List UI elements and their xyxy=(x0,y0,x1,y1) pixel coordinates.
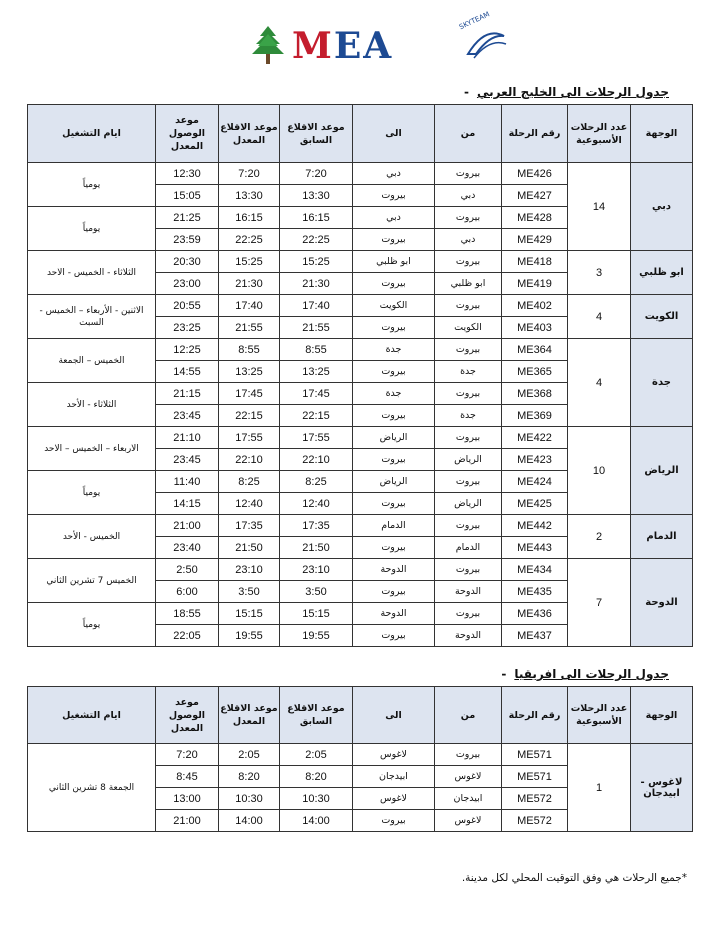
prev-departure-cell: 2:05 xyxy=(280,744,353,766)
to-cell: دبي xyxy=(353,207,435,229)
table-row xyxy=(28,295,693,317)
mea-wordmark: MEA xyxy=(292,25,394,67)
new-departure-cell: 19:55 xyxy=(219,625,280,647)
new-departure-cell: 15:15 xyxy=(219,603,280,625)
header-new-dep: موعد الاقلاع المعدل xyxy=(219,687,280,744)
new-arrival-cell: 23:00 xyxy=(156,273,219,295)
from-cell: بيروت xyxy=(435,744,502,766)
from-cell: لاغوس xyxy=(435,810,502,832)
to-cell: الرياض xyxy=(353,427,435,449)
from-cell: بيروت xyxy=(435,603,502,625)
operating-days-cell: الاربعاء – الخميس – الاحد xyxy=(28,427,156,471)
to-cell: بيروت xyxy=(353,493,435,515)
new-arrival-cell: 2:50 xyxy=(156,559,219,581)
prev-departure-cell: 13:25 xyxy=(280,361,353,383)
weekly-count-cell: 7 xyxy=(568,559,631,647)
skyteam-label: SKYTEAM xyxy=(458,10,491,32)
to-cell: الدمام xyxy=(353,515,435,537)
flight-number-cell: ME369 xyxy=(502,405,568,427)
new-departure-cell: 15:25 xyxy=(219,251,280,273)
new-arrival-cell: 20:30 xyxy=(156,251,219,273)
header-flight-no: رقم الرحلة xyxy=(502,687,568,744)
flight-number-cell: ME572 xyxy=(502,788,568,810)
table-row xyxy=(28,339,693,361)
to-cell: بيروت xyxy=(353,537,435,559)
flight-number-cell: ME365 xyxy=(502,361,568,383)
to-cell: بيروت xyxy=(353,581,435,603)
to-cell: بيروت xyxy=(353,810,435,832)
new-arrival-cell: 14:55 xyxy=(156,361,219,383)
new-departure-cell: 21:50 xyxy=(219,537,280,559)
flight-number-cell: ME402 xyxy=(502,295,568,317)
from-cell: الدوحة xyxy=(435,625,502,647)
from-cell: جدة xyxy=(435,405,502,427)
from-cell: الدمام xyxy=(435,537,502,559)
from-cell: الرياض xyxy=(435,493,502,515)
flight-number-cell: ME428 xyxy=(502,207,568,229)
to-cell: لاغوس xyxy=(353,788,435,810)
operating-days-cell: الثلاثاء - الخميس - الاحد xyxy=(28,251,156,295)
new-departure-cell: 23:10 xyxy=(219,559,280,581)
new-departure-cell: 22:25 xyxy=(219,229,280,251)
operating-days-cell: يومياً xyxy=(28,163,156,207)
to-cell: الرياض xyxy=(353,471,435,493)
from-cell: دبي xyxy=(435,185,502,207)
from-cell: دبي xyxy=(435,229,502,251)
prev-departure-cell: 3:50 xyxy=(280,581,353,603)
prev-departure-cell: 19:55 xyxy=(280,625,353,647)
new-departure-cell: 8:20 xyxy=(219,766,280,788)
prev-departure-cell: 21:30 xyxy=(280,273,353,295)
new-arrival-cell: 12:25 xyxy=(156,339,219,361)
header-new-dep: موعد الاقلاع المعدل xyxy=(219,105,280,163)
to-cell: جدة xyxy=(353,339,435,361)
operating-days-cell: الخميس – الجمعة xyxy=(28,339,156,383)
weekly-count-cell: 10 xyxy=(568,427,631,515)
new-departure-cell: 21:30 xyxy=(219,273,280,295)
prev-departure-cell: 15:15 xyxy=(280,603,353,625)
operating-days-cell: يومياً xyxy=(28,603,156,647)
prev-departure-cell: 22:25 xyxy=(280,229,353,251)
prev-departure-cell: 15:25 xyxy=(280,251,353,273)
flight-number-cell: ME368 xyxy=(502,383,568,405)
header-weekly: عدد الرحلات الأسبوعية xyxy=(568,105,631,163)
new-arrival-cell: 21:00 xyxy=(156,515,219,537)
header-to: الى xyxy=(353,105,435,163)
to-cell: جدة xyxy=(353,383,435,405)
new-arrival-cell: 23:25 xyxy=(156,317,219,339)
new-departure-cell: 8:55 xyxy=(219,339,280,361)
destination-cell: الرياض xyxy=(631,427,693,515)
new-arrival-cell: 11:40 xyxy=(156,471,219,493)
new-arrival-cell: 21:00 xyxy=(156,810,219,832)
new-arrival-cell: 6:00 xyxy=(156,581,219,603)
prev-departure-cell: 8:20 xyxy=(280,766,353,788)
to-cell: بيروت xyxy=(353,361,435,383)
new-departure-cell: 13:30 xyxy=(219,185,280,207)
weekly-count-cell: 3 xyxy=(568,251,631,295)
new-departure-cell: 14:00 xyxy=(219,810,280,832)
new-arrival-cell: 13:00 xyxy=(156,788,219,810)
flight-number-cell: ME364 xyxy=(502,339,568,361)
table-row xyxy=(28,559,693,581)
to-cell: بيروت xyxy=(353,273,435,295)
new-departure-cell: 17:35 xyxy=(219,515,280,537)
flight-number-cell: ME571 xyxy=(502,744,568,766)
footnote: *جميع الرحلات هي وفق التوقيت المحلي لكل مدينة. xyxy=(461,872,687,884)
prev-departure-cell: 17:35 xyxy=(280,515,353,537)
new-departure-cell: 7:20 xyxy=(219,163,280,185)
prev-departure-cell: 14:00 xyxy=(280,810,353,832)
from-cell: جدة xyxy=(435,361,502,383)
from-cell: بيروت xyxy=(435,207,502,229)
weekly-count-cell: 4 xyxy=(568,339,631,427)
header-prev-dep: موعد الاقلاع السابق xyxy=(280,105,353,163)
mea-logo xyxy=(248,10,518,72)
flight-number-cell: ME435 xyxy=(502,581,568,603)
new-arrival-cell: 12:30 xyxy=(156,163,219,185)
prev-departure-cell: 17:40 xyxy=(280,295,353,317)
from-cell: بيروت xyxy=(435,559,502,581)
table-row xyxy=(28,515,693,537)
operating-days-cell: الخميس - الأحد xyxy=(28,515,156,559)
to-cell: دبي xyxy=(353,163,435,185)
gulf-schedule-table xyxy=(27,104,693,647)
new-departure-cell: 2:05 xyxy=(219,744,280,766)
destination-cell: جدة xyxy=(631,339,693,427)
header-prev-dep: موعد الاقلاع السابق xyxy=(280,687,353,744)
destination-cell: الدمام xyxy=(631,515,693,559)
new-arrival-cell: 23:45 xyxy=(156,449,219,471)
to-cell: الدوحة xyxy=(353,559,435,581)
new-arrival-cell: 7:20 xyxy=(156,744,219,766)
operating-days-cell: يومياً xyxy=(28,207,156,251)
new-arrival-cell: 20:55 xyxy=(156,295,219,317)
flight-number-cell: ME418 xyxy=(502,251,568,273)
header-days: ايام التشغيل xyxy=(28,687,156,744)
flight-number-cell: ME427 xyxy=(502,185,568,207)
header-new-arr: موعد الوصول المعدل xyxy=(156,105,219,163)
flight-number-cell: ME423 xyxy=(502,449,568,471)
to-cell: ابيدجان xyxy=(353,766,435,788)
prev-departure-cell: 10:30 xyxy=(280,788,353,810)
flight-number-cell: ME572 xyxy=(502,810,568,832)
flight-number-cell: ME425 xyxy=(502,493,568,515)
prev-departure-cell: 12:40 xyxy=(280,493,353,515)
skyteam-icon xyxy=(460,26,510,66)
prev-departure-cell: 13:30 xyxy=(280,185,353,207)
table-row xyxy=(28,744,693,766)
from-cell: بيروت xyxy=(435,295,502,317)
new-departure-cell: 13:25 xyxy=(219,361,280,383)
from-cell: ابو ظلبي xyxy=(435,273,502,295)
flight-number-cell: ME422 xyxy=(502,427,568,449)
from-cell: ابيدجان xyxy=(435,788,502,810)
to-cell: الدوحة xyxy=(353,603,435,625)
to-cell: بيروت xyxy=(353,317,435,339)
new-departure-cell: 17:55 xyxy=(219,427,280,449)
flight-number-cell: ME419 xyxy=(502,273,568,295)
to-cell: بيروت xyxy=(353,449,435,471)
flight-number-cell: ME426 xyxy=(502,163,568,185)
prev-departure-cell: 8:55 xyxy=(280,339,353,361)
from-cell: الرياض xyxy=(435,449,502,471)
new-departure-cell: 8:25 xyxy=(219,471,280,493)
from-cell: بيروت xyxy=(435,427,502,449)
to-cell: بيروت xyxy=(353,625,435,647)
table-row xyxy=(28,163,693,185)
prev-departure-cell: 17:55 xyxy=(280,427,353,449)
new-arrival-cell: 18:55 xyxy=(156,603,219,625)
weekly-count-cell: 4 xyxy=(568,295,631,339)
prev-departure-cell: 22:10 xyxy=(280,449,353,471)
new-departure-cell: 17:45 xyxy=(219,383,280,405)
prev-departure-cell: 17:45 xyxy=(280,383,353,405)
to-cell: بيروت xyxy=(353,405,435,427)
new-arrival-cell: 23:45 xyxy=(156,405,219,427)
from-cell: الكويت xyxy=(435,317,502,339)
prev-departure-cell: 16:15 xyxy=(280,207,353,229)
operating-days-cell: يومياً xyxy=(28,471,156,515)
flight-number-cell: ME436 xyxy=(502,603,568,625)
to-cell: الكويت xyxy=(353,295,435,317)
from-cell: الدوحة xyxy=(435,581,502,603)
new-departure-cell: 16:15 xyxy=(219,207,280,229)
operating-days-cell: الجمعة 8 تشرين الثاني xyxy=(28,744,156,832)
header-from: من xyxy=(435,105,502,163)
destination-cell: لاغوس - ابيدجان xyxy=(631,744,693,832)
header-from: من xyxy=(435,687,502,744)
flight-number-cell: ME443 xyxy=(502,537,568,559)
header-destination: الوجهة xyxy=(631,687,693,744)
from-cell: بيروت xyxy=(435,383,502,405)
destination-cell: ابو ظلبي xyxy=(631,251,693,295)
operating-days-cell: الاثنين - الأربعاء – الخميس - السبت xyxy=(28,295,156,339)
header-to: الى xyxy=(353,687,435,744)
from-cell: بيروت xyxy=(435,251,502,273)
new-arrival-cell: 22:05 xyxy=(156,625,219,647)
new-arrival-cell: 23:40 xyxy=(156,537,219,559)
from-cell: بيروت xyxy=(435,515,502,537)
new-arrival-cell: 21:15 xyxy=(156,383,219,405)
new-departure-cell: 3:50 xyxy=(219,581,280,603)
flight-number-cell: ME434 xyxy=(502,559,568,581)
from-cell: بيروت xyxy=(435,339,502,361)
header-flight-no: رقم الرحلة xyxy=(502,105,568,163)
new-arrival-cell: 8:45 xyxy=(156,766,219,788)
new-departure-cell: 10:30 xyxy=(219,788,280,810)
destination-cell: دبي xyxy=(631,163,693,251)
weekly-count-cell: 14 xyxy=(568,163,631,251)
from-cell: بيروت xyxy=(435,163,502,185)
prev-departure-cell: 21:55 xyxy=(280,317,353,339)
new-departure-cell: 21:55 xyxy=(219,317,280,339)
to-cell: ابو ظلبي xyxy=(353,251,435,273)
africa-section-title: جدول الرحلات الى افريقيا- xyxy=(501,667,669,681)
table-row xyxy=(28,427,693,449)
prev-departure-cell: 21:50 xyxy=(280,537,353,559)
prev-departure-cell: 7:20 xyxy=(280,163,353,185)
new-arrival-cell: 21:10 xyxy=(156,427,219,449)
header-new-arr: موعد الوصول المعدل xyxy=(156,687,219,744)
new-arrival-cell: 23:59 xyxy=(156,229,219,251)
header-days: ايام التشغيل xyxy=(28,105,156,163)
destination-cell: الكويت xyxy=(631,295,693,339)
destination-cell: الدوحة xyxy=(631,559,693,647)
flight-number-cell: ME403 xyxy=(502,317,568,339)
new-departure-cell: 17:40 xyxy=(219,295,280,317)
prev-departure-cell: 8:25 xyxy=(280,471,353,493)
prev-departure-cell: 22:15 xyxy=(280,405,353,427)
weekly-count-cell: 2 xyxy=(568,515,631,559)
operating-days-cell: الثلاثاء - الأحد xyxy=(28,383,156,427)
gulf-section-title: جدول الرحلات الى الخليج العربي- xyxy=(463,85,669,99)
new-arrival-cell: 14:15 xyxy=(156,493,219,515)
cedar-tree-icon xyxy=(248,24,288,68)
flight-number-cell: ME429 xyxy=(502,229,568,251)
from-cell: بيروت xyxy=(435,471,502,493)
new-departure-cell: 12:40 xyxy=(219,493,280,515)
header-weekly: عدد الرحلات الأسبوعية xyxy=(568,687,631,744)
flight-number-cell: ME571 xyxy=(502,766,568,788)
africa-schedule-table xyxy=(27,686,693,832)
to-cell: بيروت xyxy=(353,229,435,251)
flight-number-cell: ME424 xyxy=(502,471,568,493)
new-arrival-cell: 21:25 xyxy=(156,207,219,229)
prev-departure-cell: 23:10 xyxy=(280,559,353,581)
from-cell: لاغوس xyxy=(435,766,502,788)
new-departure-cell: 22:10 xyxy=(219,449,280,471)
operating-days-cell: الخميس 7 تشرين الثاني xyxy=(28,559,156,603)
header-destination: الوجهة xyxy=(631,105,693,163)
weekly-count-cell: 1 xyxy=(568,744,631,832)
table-row xyxy=(28,251,693,273)
new-arrival-cell: 15:05 xyxy=(156,185,219,207)
flight-number-cell: ME437 xyxy=(502,625,568,647)
to-cell: بيروت xyxy=(353,185,435,207)
flight-number-cell: ME442 xyxy=(502,515,568,537)
new-departure-cell: 22:15 xyxy=(219,405,280,427)
to-cell: لاغوس xyxy=(353,744,435,766)
